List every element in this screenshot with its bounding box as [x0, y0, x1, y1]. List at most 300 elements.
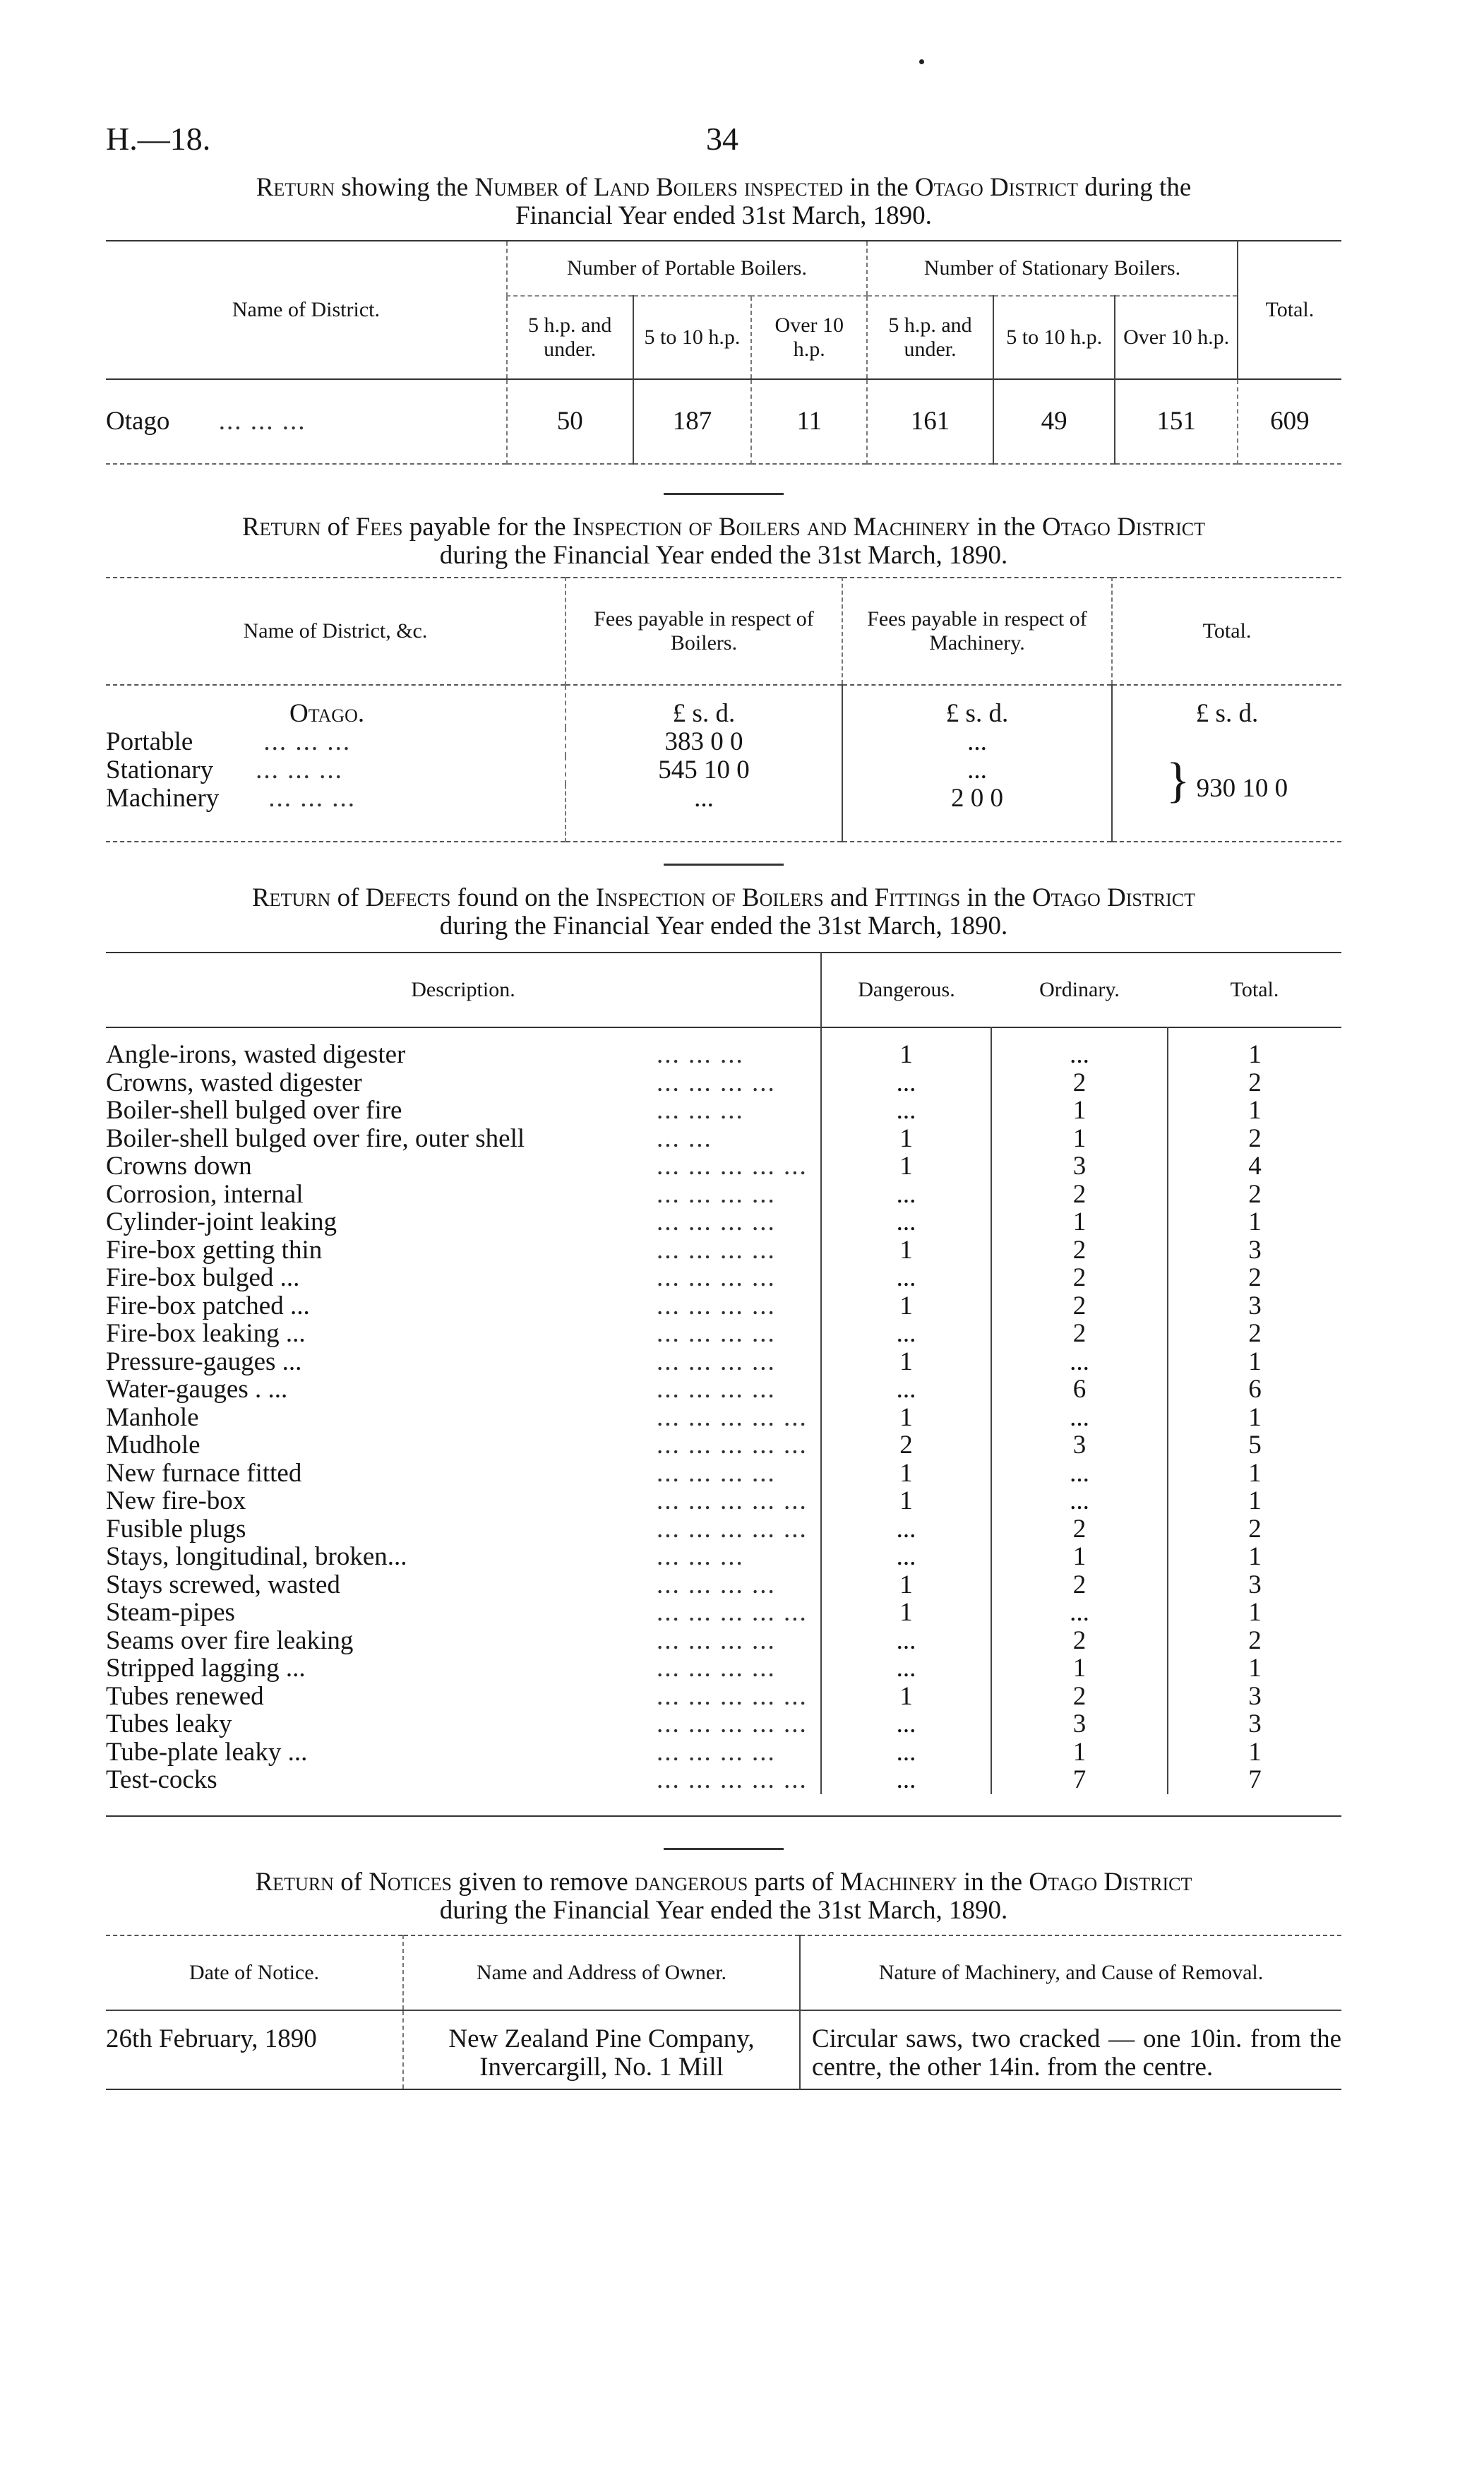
title-word: Fees	[355, 513, 403, 542]
leader-dots: ... ...	[657, 1123, 712, 1153]
owner-cell	[403, 2010, 800, 2089]
defect-description-cell	[106, 1766, 821, 1794]
dangerous-count: ...	[821, 1264, 991, 1292]
boilers-fee: ...	[566, 784, 842, 842]
total-count: 7	[1168, 1766, 1341, 1794]
ordinary-count: 3	[991, 1431, 1168, 1460]
leader-dots: ... ... ...	[218, 407, 306, 436]
title-word: Return	[252, 883, 331, 912]
table-row	[106, 1236, 1341, 1265]
dangerous-count: 1	[821, 1404, 991, 1432]
boilers-fee: 383 0 0	[566, 728, 842, 756]
leader-dots: ... ... ...	[268, 784, 357, 813]
table-row	[106, 1627, 1341, 1655]
total-count: 1	[1168, 1599, 1341, 1627]
defect-description-cell	[106, 1431, 821, 1460]
owner-name: New Zealand Pine Company,	[448, 2024, 755, 2053]
col-header-description: Description.	[411, 978, 515, 1001]
table-row	[106, 2010, 1341, 2089]
dangerous-count: ...	[821, 1710, 991, 1738]
table-row	[106, 1543, 1341, 1571]
title-word: Machinery	[839, 1867, 957, 1897]
dangerous-count: ...	[821, 1654, 991, 1683]
currency-header: £ s. d.	[842, 685, 1112, 728]
defect-description-cell	[106, 1236, 821, 1265]
title-text: during the	[1077, 173, 1192, 202]
table-row	[106, 1125, 1341, 1153]
defect-description-cell	[106, 1027, 821, 1069]
table-row	[106, 1069, 1341, 1097]
table-row	[106, 1766, 1341, 1794]
col-header-nature: Nature of Machinery, and Cause of Removal.	[800, 1935, 1341, 2010]
district-cell	[106, 379, 507, 464]
col-header-district: Name of District.	[232, 298, 380, 321]
title-word: Number	[474, 173, 559, 202]
leader-dots: ... ... ... ... ...	[657, 1402, 808, 1432]
col-header-portable: Number of Portable Boilers.	[507, 241, 867, 296]
total-count: 3	[1168, 1236, 1341, 1265]
leader-dots: ... ... ... ... ...	[657, 1486, 808, 1515]
ordinary-count: ...	[991, 1487, 1168, 1515]
defect-description: Cylinder-joint leaking	[106, 1207, 337, 1236]
value-cell: 49	[993, 379, 1115, 464]
title-word: dangerous	[634, 1867, 748, 1897]
leader-dots: ... ... ...	[263, 727, 352, 756]
total-count: 1	[1168, 1404, 1341, 1432]
leader-dots: ... ... ... ... ...	[657, 1709, 808, 1738]
dangerous-count: 1	[821, 1571, 991, 1599]
col-header-stationary: Number of Stationary Boilers.	[867, 241, 1238, 296]
title-word: Return	[256, 173, 335, 202]
group-label: Otago.	[289, 699, 365, 728]
ordinary-count: ...	[991, 1348, 1168, 1376]
table-row	[106, 1097, 1341, 1125]
leader-dots: ... ... ... ...	[657, 1654, 776, 1683]
table-row	[106, 1320, 1341, 1348]
defect-description: Tubes leaky	[106, 1709, 232, 1738]
ordinary-count: ...	[991, 1404, 1168, 1432]
table-row	[106, 1571, 1341, 1599]
title-word: Inspection of Boilers	[595, 883, 824, 912]
ordinary-count: 1	[991, 1738, 1168, 1767]
defect-description-cell	[106, 1181, 821, 1209]
leader-dots: ... ... ... ...	[657, 1319, 776, 1348]
leader-dots: ... ... ... ...	[657, 1570, 776, 1599]
ordinary-count: 6	[991, 1375, 1168, 1404]
title-text: found on the	[450, 883, 596, 912]
total-count: 3	[1168, 1292, 1341, 1320]
defect-description: Mudhole	[106, 1431, 201, 1460]
title-text: of	[333, 1867, 369, 1897]
leader-dots: ... ... ... ...	[657, 1263, 776, 1292]
title-text: Financial Year ended 31st March, 1890.	[515, 201, 932, 230]
document-reference: H.—18.	[106, 121, 211, 157]
title-text: during the Financial Year ended the 31st March, 1890.	[439, 1895, 1008, 1925]
ordinary-count: 2	[991, 1515, 1168, 1544]
table-row	[106, 1348, 1341, 1376]
table-row	[106, 1683, 1341, 1711]
defect-description-cell	[106, 1348, 821, 1376]
defect-description: Fire-box patched ...	[106, 1291, 310, 1320]
ordinary-count: 2	[991, 1236, 1168, 1265]
total-count: 1	[1168, 1027, 1341, 1069]
table-row	[106, 379, 1341, 464]
owner-address: Invercargill, No. 1 Mill	[479, 2052, 724, 2082]
ordinary-count: ...	[991, 1027, 1168, 1069]
defect-description-cell	[106, 1738, 821, 1767]
fees-table	[106, 577, 1341, 842]
value-cell: 161	[867, 379, 993, 464]
title-word: Return	[255, 1867, 334, 1897]
dangerous-count: 1	[821, 1125, 991, 1153]
table1-title	[106, 174, 1341, 230]
dangerous-count: ...	[821, 1181, 991, 1209]
dangerous-count: 1	[821, 1683, 991, 1711]
title-word: Defects	[365, 883, 451, 912]
leader-dots: ... ... ... ...	[657, 1347, 776, 1376]
defect-description: Fire-box leaking ...	[106, 1319, 306, 1348]
col-header-ordinary: Ordinary.	[1039, 978, 1120, 1001]
defect-description: Stays screwed, wasted	[106, 1570, 340, 1599]
defect-description-cell	[106, 1069, 821, 1097]
dangerous-count: 1	[821, 1460, 991, 1488]
defect-description-cell	[106, 1320, 821, 1348]
defect-description: Seams over fire leaking	[106, 1625, 354, 1655]
col-header-date: Date of Notice.	[189, 1960, 320, 1984]
dangerous-count: ...	[821, 1069, 991, 1097]
defect-description-cell	[106, 1375, 821, 1404]
defect-description: Fire-box getting thin	[106, 1235, 323, 1265]
dangerous-count: ...	[821, 1320, 991, 1348]
title-text: during the Financial Year ended the 31st March, 1890.	[439, 541, 1008, 570]
defect-description: Fire-box bulged ...	[106, 1263, 300, 1292]
ordinary-count: 3	[991, 1710, 1168, 1738]
boilers-fee: 545 10 0	[566, 756, 842, 784]
defect-description: Corrosion, internal	[106, 1179, 304, 1209]
title-text: given to remove	[452, 1867, 635, 1897]
leader-dots: ... ... ... ... ...	[657, 1514, 808, 1544]
title-text: of	[558, 173, 594, 202]
title-text: parts of	[748, 1867, 840, 1897]
defect-description-cell	[106, 1404, 821, 1432]
row-label: Stationary	[106, 756, 214, 784]
district-name: Otago	[106, 407, 170, 436]
defect-description: Stripped lagging ...	[106, 1654, 306, 1683]
dangerous-count: 1	[821, 1152, 991, 1181]
title-word: Otago District	[1031, 883, 1195, 912]
ordinary-count: 1	[991, 1097, 1168, 1125]
total-fee: 930 10 0	[1196, 773, 1288, 803]
leader-dots: ... ... ...	[657, 1096, 744, 1125]
col-header-district: Name of District, &c.	[243, 619, 428, 643]
leader-dots: ... ... ...	[657, 1542, 744, 1571]
dangerous-count: 1	[821, 1236, 991, 1265]
leader-dots: ... ... ... ...	[657, 1207, 776, 1236]
table-row	[106, 1460, 1341, 1488]
page-number: 34	[706, 121, 738, 157]
col-header-owner: Name and Address of Owner.	[403, 1935, 800, 2010]
ordinary-count: ...	[991, 1460, 1168, 1488]
table4-title	[106, 1868, 1341, 1925]
total-count: 2	[1168, 1627, 1341, 1655]
title-text: of	[330, 883, 366, 912]
value-cell: 187	[633, 379, 752, 464]
col-header-stationary-5to10: 5 to 10 h.p.	[993, 296, 1115, 379]
table-bottom-rule	[106, 1815, 1341, 1817]
defect-description-cell	[106, 1152, 821, 1181]
defect-description: New fire-box	[106, 1486, 246, 1515]
defect-description: Boiler-shell bulged over fire	[106, 1096, 402, 1125]
title-word: Notices	[369, 1867, 453, 1897]
dangerous-count: 1	[821, 1487, 991, 1515]
col-header-total: Total.	[1238, 241, 1341, 379]
defect-description: Manhole	[106, 1402, 199, 1432]
title-text: in the	[970, 513, 1042, 542]
title-text: in the	[957, 1867, 1029, 1897]
currency-header: £ s. d.	[1112, 685, 1341, 728]
title-text: and	[823, 883, 875, 912]
title-text: payable for the	[402, 513, 573, 542]
table-row	[106, 1264, 1341, 1292]
leader-dots: ... ... ... ...	[657, 1375, 776, 1404]
row-label: Portable	[106, 727, 193, 756]
section-divider	[664, 1848, 784, 1850]
dangerous-count: ...	[821, 1543, 991, 1571]
total-count: 1	[1168, 1738, 1341, 1767]
col-header-boilers-fees: Fees payable in respect of Boilers.	[566, 578, 842, 685]
leader-dots: ... ... ... ...	[657, 1458, 776, 1488]
defect-description-cell	[106, 1487, 821, 1515]
ordinary-count: 2	[991, 1627, 1168, 1655]
dangerous-count: 1	[821, 1599, 991, 1627]
dangerous-count: 1	[821, 1027, 991, 1069]
group-heading	[106, 685, 566, 728]
defect-description: Pressure-gauges ...	[106, 1347, 302, 1376]
table-row	[106, 728, 1341, 756]
col-header-total: Total.	[1230, 978, 1279, 1001]
ordinary-count: 7	[991, 1766, 1168, 1794]
title-word: Otago District	[1041, 513, 1206, 542]
leader-dots: ... ... ... ...	[657, 1737, 776, 1767]
total-count: 2	[1168, 1125, 1341, 1153]
total-count: 6	[1168, 1375, 1341, 1404]
defect-description: Crowns, wasted digester	[106, 1068, 362, 1097]
section-divider	[664, 493, 784, 495]
document-page	[106, 120, 1341, 2090]
defect-description: Fusible plugs	[106, 1514, 246, 1544]
dangerous-count: 1	[821, 1348, 991, 1376]
currency-header: £ s. d.	[566, 685, 842, 728]
col-header-stationary-over10: Over 10 h.p.	[1115, 296, 1237, 379]
machinery-fee: ...	[842, 728, 1112, 756]
dangerous-count: ...	[821, 1766, 991, 1794]
ordinary-count: 2	[991, 1264, 1168, 1292]
defect-description-cell	[106, 1125, 821, 1153]
ordinary-count: 2	[991, 1069, 1168, 1097]
total-count: 1	[1168, 1460, 1341, 1488]
defect-description-cell	[106, 1571, 821, 1599]
defect-description: Boiler-shell bulged over fire, outer shell	[106, 1123, 525, 1153]
ordinary-count: 1	[991, 1654, 1168, 1683]
defect-description-cell	[106, 1292, 821, 1320]
total-count: 1	[1168, 1487, 1341, 1515]
section-divider	[664, 864, 784, 866]
brace-glyph: }	[1166, 753, 1190, 808]
notice-date: 26th February, 1890	[106, 2024, 317, 2053]
leader-dots: ... ... ...	[256, 756, 343, 784]
defect-description: Steam-pipes	[106, 1598, 235, 1627]
page-header	[106, 120, 1341, 169]
total-count: 3	[1168, 1683, 1341, 1711]
row-label-cell	[106, 728, 566, 756]
leader-dots: ... ... ... ...	[657, 1235, 776, 1265]
machinery-fee: 2 0 0	[842, 784, 1112, 842]
ordinary-count: 3	[991, 1152, 1168, 1181]
ordinary-count: 2	[991, 1683, 1168, 1711]
title-text: in the	[843, 173, 915, 202]
leader-dots: ... ... ... ...	[657, 1625, 776, 1655]
total-count: 2	[1168, 1069, 1341, 1097]
table-row	[106, 1738, 1341, 1767]
total-count: 3	[1168, 1571, 1341, 1599]
notices-table	[106, 1935, 1341, 2090]
defect-description-cell	[106, 1543, 821, 1571]
leader-dots: ... ... ...	[657, 1040, 744, 1069]
table-row	[106, 1027, 1341, 1069]
leader-dots: ... ... ... ...	[657, 1068, 776, 1097]
defect-description: Tubes renewed	[106, 1681, 264, 1711]
total-count: 4	[1168, 1152, 1341, 1181]
col-header-stationary-5under: 5 h.p. and under.	[867, 296, 993, 379]
title-text: during the Financial Year ended the 31st March, 1890.	[439, 912, 1008, 941]
ordinary-count: ...	[991, 1599, 1168, 1627]
col-header-machinery-fees: Fees payable in respect of Machinery.	[842, 578, 1112, 685]
leader-dots: ... ... ... ...	[657, 1291, 776, 1320]
total-cell: 609	[1238, 379, 1341, 464]
total-count: 2	[1168, 1320, 1341, 1348]
dangerous-count: 2	[821, 1431, 991, 1460]
ordinary-count: 2	[991, 1571, 1168, 1599]
table-row	[106, 1431, 1341, 1460]
defect-description-cell	[106, 1208, 821, 1236]
defects-table	[106, 952, 1341, 1794]
total-count: 1	[1168, 1543, 1341, 1571]
title-text: showing the	[335, 173, 475, 202]
defect-description: New furnace fitted	[106, 1458, 302, 1488]
defect-description-cell	[106, 1264, 821, 1292]
total-count: 3	[1168, 1710, 1341, 1738]
defect-description-cell	[106, 1097, 821, 1125]
table-row	[106, 1487, 1341, 1515]
total-count: 5	[1168, 1431, 1341, 1460]
col-header-total: Total.	[1112, 578, 1341, 685]
defect-description: Water-gauges . ...	[106, 1375, 288, 1404]
row-label-cell	[106, 756, 566, 784]
leader-dots: ... ... ... ... ...	[657, 1598, 808, 1627]
leader-dots: ... ... ... ... ...	[657, 1431, 808, 1460]
table2-title	[106, 513, 1341, 570]
defect-description-cell	[106, 1683, 821, 1711]
col-header-portable-5to10: 5 to 10 h.p.	[633, 296, 752, 379]
table-row	[106, 1208, 1341, 1236]
defect-description-cell	[106, 1515, 821, 1544]
title-word: Return	[241, 513, 321, 542]
total-count: 1	[1168, 1348, 1341, 1376]
total-count: 2	[1168, 1515, 1341, 1544]
table-row	[106, 1515, 1341, 1544]
col-header-portable-over10: Over 10 h.p.	[751, 296, 867, 379]
dangerous-count: ...	[821, 1097, 991, 1125]
ordinary-count: 1	[991, 1125, 1168, 1153]
defect-description-cell	[106, 1460, 821, 1488]
title-text: of	[321, 513, 356, 542]
total-fee-cell	[1112, 728, 1341, 842]
title-text: in the	[960, 883, 1032, 912]
defect-description-cell	[106, 1627, 821, 1655]
table-row	[106, 1710, 1341, 1738]
defect-description: Tube-plate leaky ...	[106, 1737, 308, 1767]
title-word: Otago District	[1029, 1867, 1192, 1897]
total-count: 1	[1168, 1097, 1341, 1125]
table3-title	[106, 884, 1341, 941]
dangerous-count: 1	[821, 1292, 991, 1320]
title-word: Fittings	[874, 883, 961, 912]
leader-dots: ... ... ... ... ...	[657, 1152, 808, 1181]
total-count: 2	[1168, 1264, 1341, 1292]
leader-dots: ... ... ... ... ...	[657, 1681, 808, 1711]
table-row	[106, 1654, 1341, 1683]
defects-body	[106, 1027, 1341, 1794]
value-cell: 50	[507, 379, 633, 464]
ordinary-count: 2	[991, 1320, 1168, 1348]
ordinary-count: 2	[991, 1292, 1168, 1320]
table-row	[106, 1404, 1341, 1432]
boilers-inspected-table	[106, 240, 1341, 465]
dangerous-count: ...	[821, 1375, 991, 1404]
table-row	[106, 1375, 1341, 1404]
row-label: Machinery	[106, 784, 220, 813]
col-header-dangerous: Dangerous.	[821, 953, 991, 1027]
defect-description: Stays, longitudinal, broken...	[106, 1542, 407, 1571]
total-count: 1	[1168, 1208, 1341, 1236]
value-cell: 151	[1115, 379, 1237, 464]
defect-description: Test-cocks	[106, 1765, 217, 1794]
table-row	[106, 1599, 1341, 1627]
table-row	[106, 1181, 1341, 1209]
ordinary-count: 1	[991, 1543, 1168, 1571]
dangerous-count: ...	[821, 1208, 991, 1236]
defect-description-cell	[106, 1599, 821, 1627]
row-label-cell	[106, 784, 566, 842]
ordinary-count: 1	[991, 1208, 1168, 1236]
dangerous-count: ...	[821, 1738, 991, 1767]
title-word: Land Boilers inspected	[593, 173, 844, 202]
dangerous-count: ...	[821, 1627, 991, 1655]
title-word: Otago District	[914, 173, 1078, 202]
defect-description-cell	[106, 1654, 821, 1683]
defect-description: Crowns down	[106, 1152, 252, 1181]
title-word: Inspection of Boilers and Machinery	[572, 513, 971, 542]
table-row	[106, 1292, 1341, 1320]
defect-description-cell	[106, 1710, 821, 1738]
defect-description: Angle-irons, wasted digester	[106, 1040, 406, 1069]
col-header-portable-5under: 5 h.p. and under.	[507, 296, 633, 379]
machinery-fee: ...	[842, 756, 1112, 784]
total-count: 2	[1168, 1181, 1341, 1209]
dangerous-count: ...	[821, 1515, 991, 1544]
total-count: 1	[1168, 1654, 1341, 1683]
value-cell: 11	[751, 379, 867, 464]
